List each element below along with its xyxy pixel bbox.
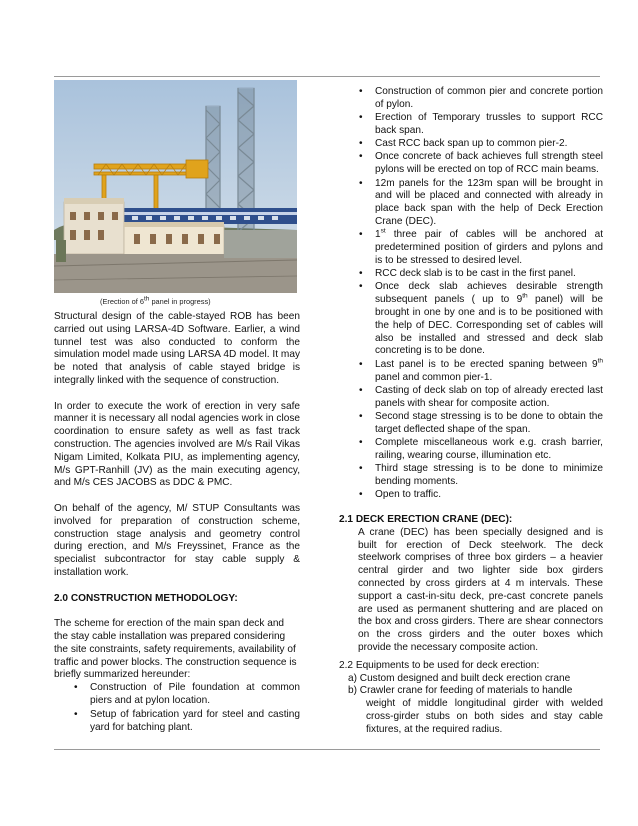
bullet-item: • 1st three pair of cables will be anchored at predetermined position of girders and pylons and is to be stressed to desired level. bbox=[345, 229, 603, 267]
paragraph-dec: A crane (DEC) has been specially designed and is built for erection of Deck steelwork. The deck steelwork comprises of three box girders – a heavier central girder and two lighter side box girders connected by cross girders at 4 m intervals. These support a cast-in-situ deck, pre-cast concrete panels are used as permanent shuttering and are placed on the box and cross girders. There are shear connectors on the cross girders and the outer boxes which provide the necessary composite action. bbox=[358, 526, 603, 653]
bullet-item: • Cast RCC back span up to common pier-2. bbox=[345, 138, 603, 151]
figure-caption: (Erection of 6th panel in progress) bbox=[100, 295, 211, 306]
bullet-item: • Once concrete of back achieves full strength steel pylons will be erected on top of RCC main beams. bbox=[345, 151, 603, 177]
bullet-item: • Once deck slab achieves desirable strength subsequent panels ( up to 9th panel) will be brought in one by one and is to be positioned with the help of DEC. Corresponding set of cables will also be installed and stressed and deck slab concreting is to be done. bbox=[345, 281, 603, 358]
equipment-item: a) Custom designed and built deck erection crane bbox=[348, 672, 571, 684]
bullet-item: • Last panel is to be erected spaning between 9th panel and common pier-1. bbox=[345, 359, 603, 385]
section-equipments bbox=[339, 660, 603, 737]
right-column bbox=[339, 86, 603, 737]
tree bbox=[56, 240, 66, 262]
bullet-item: • Setup of fabrication yard for steel and casting yard for batching plant. bbox=[54, 709, 300, 735]
bullet-item: • Construction of common pier and concrete portion of pylon. bbox=[345, 86, 603, 112]
equipments-label: 2.2 Equipments to be used for deck erection: bbox=[339, 659, 540, 671]
section-heading-dec: 2.1 DECK ERECTION CRANE (DEC): bbox=[339, 514, 513, 525]
top-rule bbox=[54, 76, 600, 77]
equipment-item-continuation: weight of middle longitudinal girder with welded cross-girder stubs on both sides and stay cable fixtures, at the required radius. bbox=[366, 698, 603, 735]
bullet-item: • Second stage stressing is to be done to obtain the target deflected shape of the span. bbox=[345, 411, 603, 437]
bullet-item: • Erection of Temporary trussles to support RCC back span. bbox=[345, 112, 603, 138]
paragraph-stup: On behalf of the agency, M/ STUP Consultants was involved for preparation of construction scheme, construction stage analysis and geometry control during erection, and M/s Freyssinet, France as the specialist subcontractor for stay cable supply & installation work. bbox=[54, 502, 300, 578]
bridge-erection-photo bbox=[54, 80, 297, 293]
left-column bbox=[54, 311, 300, 735]
bullet-item: • Third stage stressing is to be done to minimize bending moments. bbox=[345, 463, 603, 489]
methodology-bullets-right bbox=[345, 86, 603, 502]
bullet-item: • 12m panels for the 123m span will be brought in and will be placed and connected with already in place back span with the help of Deck Erection Crane (DEC). bbox=[345, 178, 603, 229]
train bbox=[124, 208, 297, 224]
section-heading-methodology: 2.0 CONSTRUCTION METHODOLOGY: bbox=[54, 592, 238, 604]
bottom-rule bbox=[54, 749, 600, 750]
paragraph-agencies: In order to execute the work of erection in very safe manner it is necessary all nodal agencies work in close coordination to ensure safety as well as fast track construction. The agencies involved are M/s Rail Vikas Nigam Limited, Kolkata PIU, as implementing agency, M/s GPT-Ranhill (JV) as the main executing agency, and M/s CES JACOBS as DDC & PMC. bbox=[54, 400, 300, 489]
equipment-item: b) Crawler crane for feeding of materials to handle bbox=[348, 685, 573, 697]
paragraph-design: Structural design of the cable-stayed ROB has been carried out using LARSA-4D Software. Earlier, a wind tunnel test was also conducted to conform the simulation model made using LARSA 4D model. It may be noted that analysis of cable stayed bridge is integrally linked with the sequence of construction. bbox=[54, 311, 300, 386]
bullet-item: • Casting of deck slab on top of already erected last panels with shear for composite action. bbox=[345, 385, 603, 411]
bullet-item: • Open to traffic. bbox=[345, 489, 603, 502]
bullet-item: • Complete miscellaneous work e.g. crash barrier, railing, wearing course, illumination etc. bbox=[345, 437, 603, 463]
bullet-item: • RCC deck slab is to be cast in the first panel. bbox=[345, 268, 603, 281]
paragraph-scheme: The scheme for erection of the main span deck and the stay cable installation was prepared considering the site constraints, safety requirements, availability of traffic and power blocks. The construction sequence is briefly summarized hereunder: bbox=[54, 618, 297, 681]
methodology-bullets-left bbox=[54, 682, 300, 734]
section-deck-erection-crane bbox=[339, 514, 603, 655]
bullet-item: • Construction of Pile foundation at common piers and at pylon location. bbox=[54, 682, 300, 708]
